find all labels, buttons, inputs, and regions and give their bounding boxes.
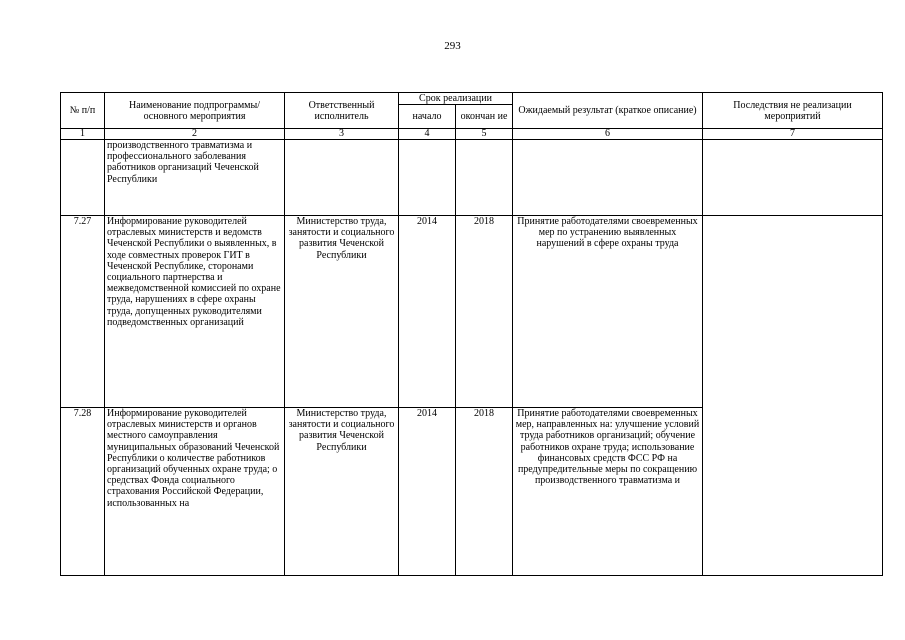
non-implementation-consequences xyxy=(703,216,883,576)
expected-result xyxy=(513,140,703,216)
header-name: Наименование подпрограммы/ основного мероприятия xyxy=(105,93,285,129)
header-term: Срок реализации xyxy=(399,93,513,105)
responsible-executor: Министерство труда, занятости и социального развития Чеченской Республики xyxy=(285,408,399,576)
non-implementation-consequences xyxy=(703,140,883,216)
measure-name: Информирование руководителей отраслевых министерств и ведомств Чеченской Республики о выявленных, в ходе совместных проверок ГИТ в Чеченской Республике, сторонами социального партнерства и межведомственной комиссией по охране труда, нарушениях в сфере охраны труда, допущенных руководителями подведомственных организаций xyxy=(105,216,285,408)
column-number: 2 xyxy=(105,129,285,140)
table-row xyxy=(61,216,883,408)
end-year xyxy=(456,140,513,216)
column-number: 7 xyxy=(703,129,883,140)
column-number: 3 xyxy=(285,129,399,140)
start-year: 2014 xyxy=(399,408,456,576)
responsible-executor: Министерство труда, занятости и социального развития Чеченской Республики xyxy=(285,216,399,408)
end-year: 2018 xyxy=(456,216,513,408)
table-row xyxy=(61,140,883,216)
column-number: 6 xyxy=(513,129,703,140)
expected-result: Принятие работодателями своевременных мер, направленных на: улучшение условий труда работников организаций; обучение работников охране труда; использование финансовых средств ФСС РФ на предупредительные меры по сокращению производственного травматизма и xyxy=(513,408,703,576)
start-year: 2014 xyxy=(399,216,456,408)
row-number: 7.28 xyxy=(61,408,105,576)
measure-name: производственного травматизма и профессионального заболевания работников организаций Чеченской Республики xyxy=(105,140,285,216)
end-year: 2018 xyxy=(456,408,513,576)
header-num: № п/п xyxy=(61,93,105,129)
row-number: 7.27 xyxy=(61,216,105,408)
column-number: 1 xyxy=(61,129,105,140)
measure-name: Информирование руководителей отраслевых министерств и органов местного самоуправления муниципальных образований Чеченской Республики о количестве работников организаций обученных охране труда; о средствах Фонда социального страхования Российской Федерации, использованных на xyxy=(105,408,285,576)
start-year xyxy=(399,140,456,216)
program-table xyxy=(60,92,883,576)
column-numbers-row xyxy=(61,129,883,140)
column-number: 4 xyxy=(399,129,456,140)
header-responsible: Ответственный исполнитель xyxy=(285,93,399,129)
responsible-executor xyxy=(285,140,399,216)
expected-result: Принятие работодателями своевременных мер по устранению выявленных нарушений в сфере охраны труда xyxy=(513,216,703,408)
column-number: 5 xyxy=(456,129,513,140)
header-end: окончан ие xyxy=(456,105,513,129)
row-number xyxy=(61,140,105,216)
header-result: Ожидаемый результат (краткое описание) xyxy=(513,93,703,129)
header-consequences: Последствия не реализации мероприятий xyxy=(703,93,883,129)
page-number: 293 xyxy=(444,40,461,52)
header-start: начало xyxy=(399,105,456,129)
